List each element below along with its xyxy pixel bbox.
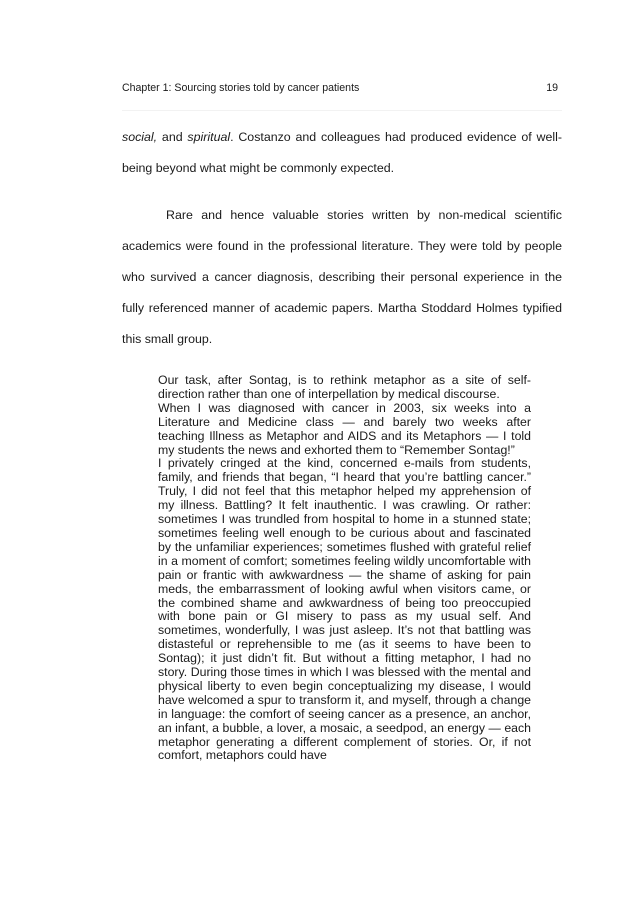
header-divider — [122, 110, 562, 111]
body-text — [122, 122, 562, 355]
running-header — [122, 81, 558, 95]
quote-paragraph-3: I privately cringed at the kind, concerned e-mails from students, family, and friends that began, “I heard that you’re battling cancer.” Truly, I did not feel that this metaphor helped my apprehension of my illness. Battling? It felt inauthentic. I was crawling. Or rather: sometimes I was trundled from hospital to home in a stunned state; sometimes feeling well enough to be curious about and fascinated by the unfamiliar experiences; sometimes flushed with grateful relief in a moment of comfort; sometimes feeling wildly uncomfortable with pain or frantic with awkwardness — the shame of asking for pain meds, the embarrassment of looking awful when visitors came, or the combined shame and awkwardness of being too preoccupied with bone pain or GI misery to pass as my usual self. And sometimes, wonderfully, I was just asleep. It’s not that battling was distasteful or reprehensible to me (as it seems to have been to Sontag); it just didn’t fit. But without a fitting metaphor, I had no story. During those times in which I was blessed with the mental and physical liberty to even begin conceptualizing my disease, I would have welcomed a spur to transform it, and myself, through a change in language: the comfort of seeing cancer as a presence, an anchor, an infant, a bubble, a lover, a mosaic, a seedpod, an energy — each metaphor generating a different complement of stories. Or, if not comfort, metaphors could have — [158, 456, 531, 763]
chapter-title: Chapter 1: Sourcing stories told by cancer patients — [122, 82, 360, 94]
quote-paragraph-2: When I was diagnosed with cancer in 2003, six weeks into a Literature and Medicine class — and barely two weeks after teaching Illness as Metaphor and AIDS and its Metaphors — I told my students the news and exhorted them to “Remember Sontag!” — [158, 400, 531, 457]
quote-paragraph-1: Our task, after Sontag, is to rethink metaphor as a site of self-direction rather than one of interpellation by medical discourse. — [158, 373, 531, 401]
body-paragraph-2: Rare and hence valuable stories written by non-medical scientific academics were found in the professional literature. They were told by people who survived a cancer diagnosis, describing their personal experience in the fully referenced manner of academic papers. Martha Stoddard Holmes typified this small group. — [122, 208, 562, 346]
italic-term-social: social, — [122, 130, 158, 144]
body-text-fragment: . Costanzo and colleagues had produced evidence of well-being beyond what might be commonly expected. — [122, 130, 562, 175]
body-text-fragment: and — [157, 130, 188, 144]
block-quote — [158, 374, 531, 763]
italic-term-spiritual: spiritual — [187, 130, 231, 144]
page-number: 19 — [546, 82, 558, 94]
body-paragraph-1 — [122, 122, 562, 184]
